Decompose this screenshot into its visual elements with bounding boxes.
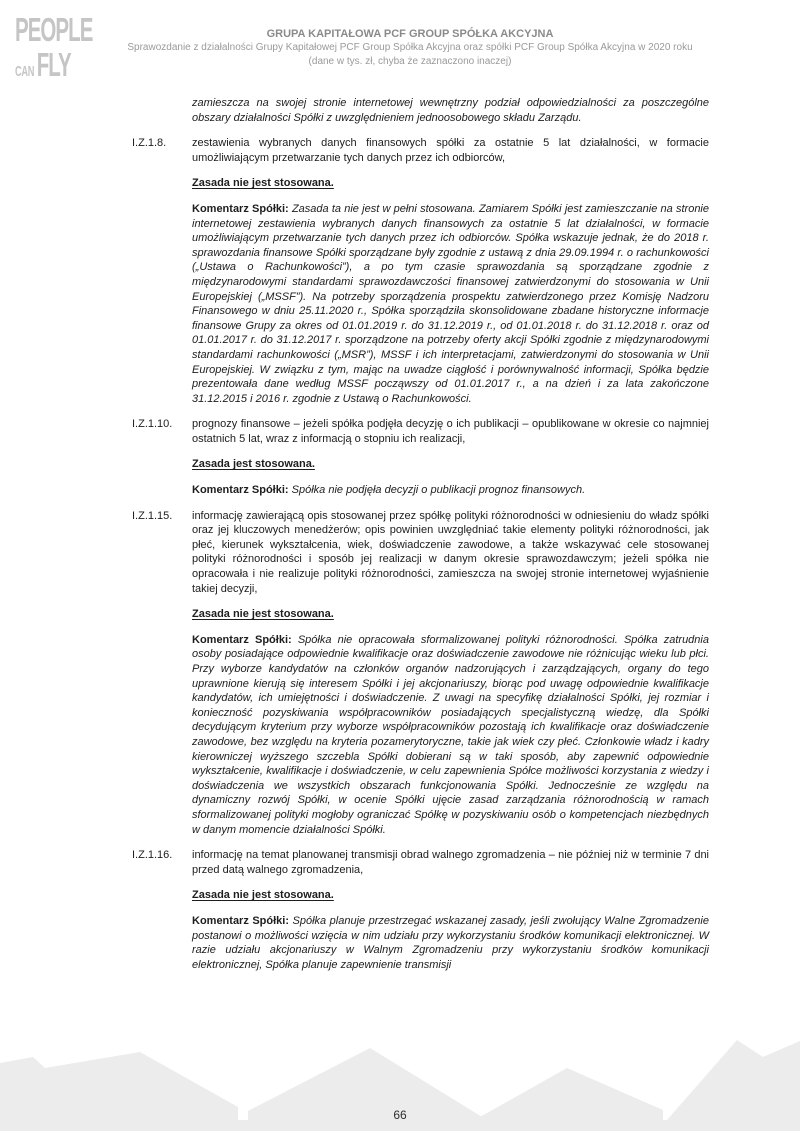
list-item: [132, 509, 709, 597]
comment-text: Spółka nie podjęła decyzji o publikacji prognoz finansowych.: [291, 484, 586, 497]
company-comment: [192, 633, 709, 837]
report-title: GRUPA KAPITAŁOWA PCF GROUP SPÓŁKA AKCYJNA: [266, 28, 554, 40]
company-comment: [192, 202, 709, 406]
logo-line2: [15, 48, 92, 81]
list-item: [132, 848, 709, 877]
item-text: prognozy finansowe – jeżeli spółka podjęła decyzję o ich publikacji – opublikowane w okresie co najmniej ostatnich 5 lat, wraz z informacją o stopniu ich realizacji,: [192, 418, 709, 445]
company-comment: [192, 914, 709, 972]
report-header: [90, 27, 730, 69]
item-number: I.Z.1.10.: [132, 418, 173, 431]
status-heading: Zasada jest stosowana.: [192, 458, 315, 471]
list-item: [132, 136, 709, 165]
item-text: informację na temat planowanej transmisji obrad walnego zgromadzenia – nie później niż w terminie 7 dni przed datą walnego zgromadzenia,: [192, 849, 709, 876]
item-number: I.Z.1.8.: [132, 137, 167, 150]
comment-text: Zasada ta nie jest w pełni stosowana. Zamiarem Spółki jest zamieszczanie na stronie internetowej zestawienia wybranych danych finansowych za ostatnie 5 lat działalności, w formacie umożliwiającym przetwarzanie tych danych przez ich odbiorców. Spółka wskazuje jednak, że do 2018 r. sprawozdania finansowe Spółki sporządzane były zgodnie z ustawą z dnia 29.09.1994 r. o rachunkowości („Ustawa o Rachunkowości”), a po tym czasie sprawozdania są sporządzane zgodnie z międzynarodowymi standardami sprawozdawczości finansowej zatwierdzonymi do stosowania w Unii Europejskiej („MSSF”). Na potrzeby sporządzenia prospektu zatwierdzonego przez Komisję Nadzoru Finansowego w dniu 25.11.2020 r., Spółka sporządziła skonsolidowane zbadane historyczne informacje finansowe Grupy za okres od 01.01.2019 r. do 31.12.2019 r., od 01.01.2018 r. do 31.12.2018 r. oraz od 01.01.2017 r. do 31.12.2017 r. sporządzone na potrzeby oferty akcji Spółki zgodnie z międzynarodowymi standardami rachunkowości („MSR”), MSSF i ich interpretacjami, zatwierdzonymi do stosowania w Unii Europejskiej. W związku z tym, mając na uwadze ciągłość i porównywalność informacji, Spółka będzie prezentowała dane według MSSF począwszy od 01.01.2017 r., a na dzień i za lata zakończone 31.12.2015 i 2016 r. zgodnie z Ustawą o Rachunkowości.: [192, 202, 709, 405]
item-text: informację zawierającą opis stosowanej przez spółkę polityki różnorodności w odniesieniu do władz spółki oraz jej kluczowych menedżerów; opis powinien uwzględniać takie elementy polityki różnorodności, jak płeć, kierunek wykształcenia, wiek, doświadczenie zawodowe, a także wskazywać cele stosowanej polityki różnorodności i sposób jej realizacji w danym okresie sprawozdawczym; jeżeli spółka nie opracowała i nie realizuje polityki różnorodności, zamieszcza na swojej stronie internetowej wyjaśnienie takiej decyzji,: [192, 509, 709, 595]
item-number: I.Z.1.15.: [132, 509, 173, 522]
item-text: zestawienia wybranych danych finansowych spółki za ostatnie 5 lat działalności, w formacie umożliwiającym przetwarzanie tych danych przez ich odbiorców,: [192, 137, 709, 164]
page-number: 66: [393, 1108, 407, 1122]
item-number: I.Z.1.16.: [132, 849, 173, 862]
comment-label: Komentarz Spółki:: [192, 914, 290, 927]
logo-word-can: CAN: [15, 63, 35, 80]
comment-label: Komentarz Spółki:: [192, 202, 289, 215]
logo-word-fly: FLY: [36, 46, 71, 83]
company-comment: [192, 483, 709, 498]
status-heading: Zasada nie jest stosowana.: [192, 608, 334, 621]
intro-paragraph: zamieszcza na swojej stronie internetowej wewnętrzny podział odpowiedzialności za poszczególne obszary działalności Spółki z uwzględnieniem jednoosobowego składu Zarządu.: [192, 97, 709, 124]
comment-label: Komentarz Spółki:: [192, 633, 292, 646]
report-units-note: (dane w tys. zł, chyba że zaznaczono inaczej): [308, 56, 512, 67]
status-heading: Zasada nie jest stosowana.: [192, 889, 334, 902]
comment-text: Spółka planuje przestrzegać wskazanej zasady, jeśli zwołujący Walne Zgromadzenie postanowi o możliwości wzięcia w nim udziału przy wykorzystaniu środków komunikacji elektronicznej. W razie udziału akcjonariuszy w Walnym Zgromadzeniu przy wykorzystaniu środków komunikacji elektronicznej, Spółka planuje zapewnienie transmisji: [192, 914, 709, 971]
list-item: [132, 417, 709, 446]
comment-label: Komentarz Spółki:: [192, 484, 289, 497]
report-subtitle: Sprawozdanie z działalności Grupy Kapitałowej PCF Group Spółka Akcyjna oraz spółki PCF Group Spółka Akcyjna w 2020 roku: [127, 42, 693, 53]
logo-word-people: PEOPLE: [15, 11, 93, 48]
status-heading: Zasada nie jest stosowana.: [192, 177, 334, 190]
document-body: [132, 96, 709, 983]
comment-text: Spółka nie opracowała sformalizowanej polityki różnorodności. Spółka zatrudnia osoby posiadające odpowiednie kwalifikacje oraz doświadczenie zawodowe nie różnicując wieku lub płci. Przy wyborze kandydatów na członków organów nadzorujących i zarządzających, organy do tego uprawnione kierują się interesem Spółki i jej akcjonariuszy, biorąc pod uwagę odpowiednie kwalifikacje kandydatów, ich umiejętności i doświadczenie. Z uwagi na specyfikę działalności Spółki, jej rozmiar i konieczność pozyskiwania współpracowników posiadających specjalistyczną wiedzę, dla Spółki decydującym kryterium przy wyborze współpracowników pozostają ich kwalifikacje oraz doświadczenie zawodowe, bez względu na kryteria pozamerytoryczne, takie jak wiek czy płeć. Członkowie władz i kadry kierowniczej wyższego szczebla Spółki dobierani są w taki sposób, aby zapewnić odpowiednie wykształcenie, kwalifikacje i doświadczenie, w celu zapewnienia Spółce możliwości korzystania z wiedzy i doświadczenia we wszystkich obszarach funkcjonowania Spółki. Jednocześnie ze względu na dynamiczny rozwój Spółki, w ocenie Spółki ujęcie zasad zarządzania różnorodnością w ramach sformalizowanej polityki mogłoby ograniczać Spółkę w pozyskiwaniu osób o kompetencjach niezbędnych w danym momencie działalności Spółki.: [192, 633, 709, 836]
